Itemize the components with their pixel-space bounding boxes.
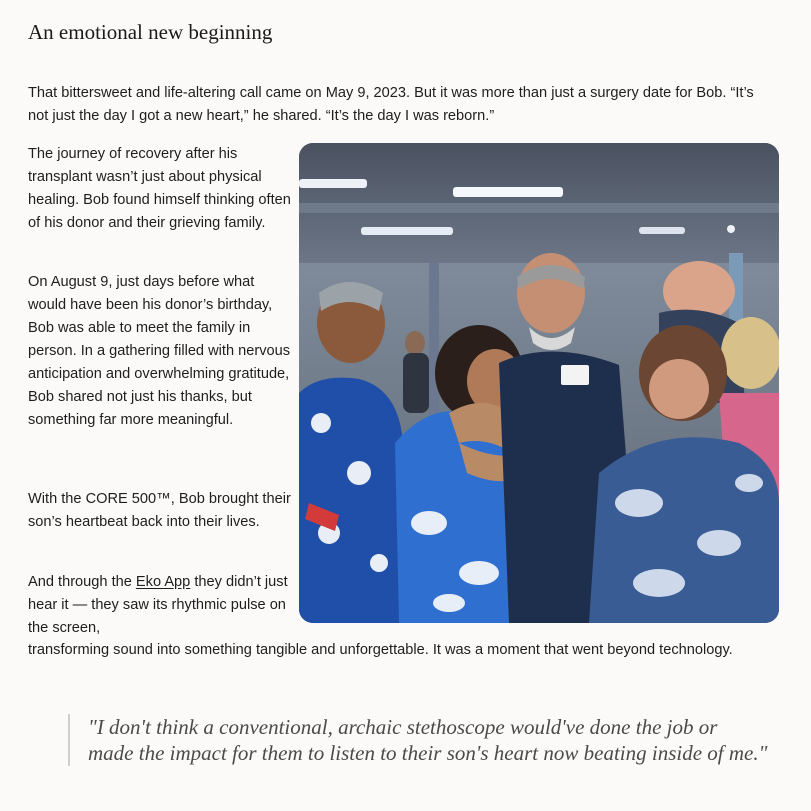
recovery-paragraph: The journey of recovery after his transplant wasn’t just about physical healing. Bob found himself thinking often of his donor and their grieving family. — [28, 146, 291, 231]
family-embrace-photo — [299, 143, 779, 623]
pull-quote: "I don't think a conventional, archaic stethoscope would've done the job or made the impact for them to listen to their son's heart now beating inside of me." — [68, 714, 768, 766]
section-heading: An emotional new beginning — [28, 20, 273, 44]
core-paragraph: With the CORE 500™, Bob brought their son’s heartbeat back into their lives. — [28, 491, 291, 530]
photo-illustration — [299, 143, 779, 623]
meeting-paragraph: On August 9, just days before what would have been his donor’s birthday, Bob was able to meet the family in person. In a gathering filled with nervous anticipation and overwhelming gratitude, Bob shared not just his thanks, but something far more meaningful. — [28, 274, 291, 428]
app-paragraph-end: they didn’t just hear it — they saw its rhythmic pulse on the screen, — [28, 574, 288, 636]
eko-app-link[interactable]: Eko App — [135, 574, 191, 590]
app-paragraph-start: And through the — [28, 574, 136, 590]
intro-paragraph: That bittersweet and life-altering call came on May 9, 2023. But it was more than just a surgery date for Bob. “It’s not just the day I got a new heart,” he shared. “It’s the day I was reborn.” — [28, 85, 754, 124]
transform-paragraph: transforming sound into something tangible and unforgettable. It was a moment that went beyond technology. — [28, 642, 733, 658]
app-paragraph — [28, 571, 293, 640]
